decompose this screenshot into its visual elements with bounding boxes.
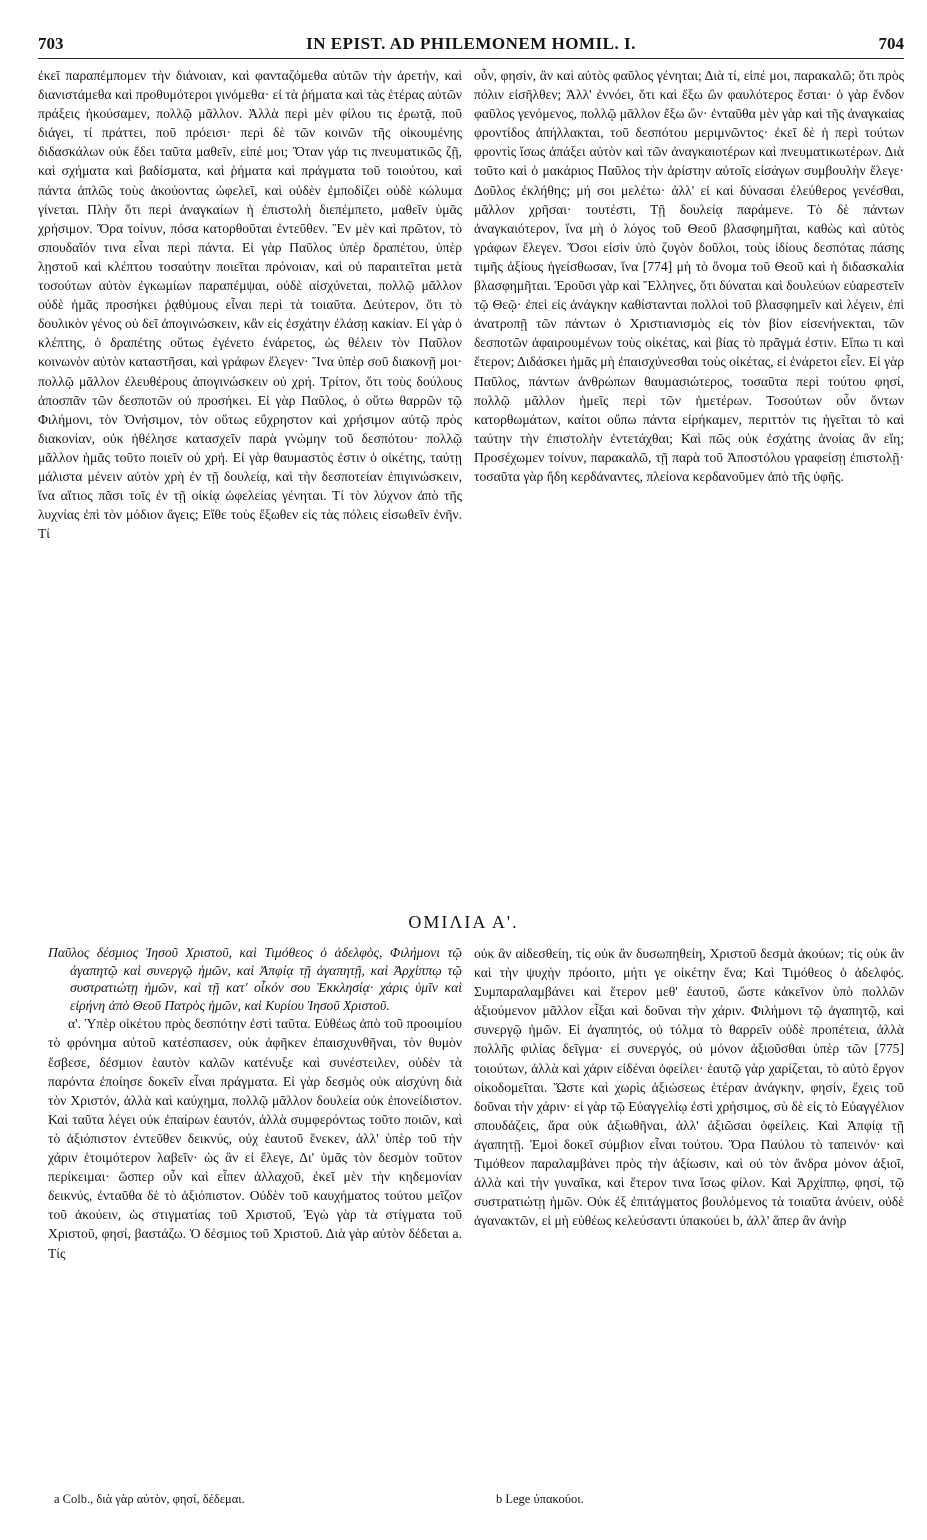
running-title: IN EPIST. AD PHILEMONEM HOMIL. I. bbox=[306, 34, 636, 53]
page-number-left: 703 bbox=[38, 34, 64, 53]
footnote-b: b Lege ὑπακούοι. bbox=[496, 1492, 584, 1506]
page-number-right: 704 bbox=[878, 34, 904, 53]
running-header bbox=[38, 34, 904, 59]
text-column-bottom-right bbox=[474, 944, 904, 1484]
homily-heading: ΟΜΙΛΙΑ Α'. bbox=[408, 912, 519, 932]
text-column-top-left bbox=[38, 66, 462, 846]
text-column-bottom-left bbox=[48, 944, 462, 1464]
paragraph: ἐκεῖ παραπέμπομεν τὴν διάνοιαν, καὶ φανταζόμεθα αὐτῶν τὴν ἀρετήν, καὶ διανιστάμεθα καὶ προθυμότεροι γινόμεθα· εἰ τὰ ῥήματα καὶ τὰς ἑτέρας αὐτῶν πράξεις ἠκούσαμεν, πολλῷ μᾶλλον. Ἀλλὰ περὶ μὲν φίλου τις ἐρωτᾷ, ποῦ διάγει, τί πράττει, ποῦ πρόεισι· περὶ δὲ τῶν κοινῶν τῆς οἰκουμένης διδασκάλων οὐκ ἔδει ταῦτα μαθεῖν, εἰπέ μοι; Ὅταν γάρ τις πνευματικῶς ζῇ, καὶ σχήματα καὶ βαδίσματα, καὶ ῥήματα καὶ πράγματα τοῦ τοιούτου, καὶ πάντα ἁπλῶς τοὺς ἀκούοντας ὠφελεῖ, καὶ οὐδὲν ἐμποδίζει οὐδὲ κώλυμα γίνεται. Πλὴν ὅτι περὶ ἀναγκαίων ἡ ἐπιστολὴ διεπέμπετο, μαθεῖν ὑμᾶς χρήσιμον. Ὅρα τοίνυν, πόσα κατορθοῦται ἐντεῦθεν. Ἓν μὲν καὶ πρῶτον, τὸ σπουδαῖόν τινα εἶναι περὶ πάντα. Εἰ γὰρ Παῦλος ὑπὲρ δραπέτου, ὑπὲρ λῃστοῦ καὶ κλέπτου τοσαύτην ποιεῖται πρόνοιαν, καὶ οὐ παραιτεῖται μετὰ τοσούτων αὐτὸν ἐγκωμίων παραπέμψαι, οὐδὲ αἰσχύνεται, πολλῷ μᾶλλον οὐδὲ ἡμᾶς προσήκει ῥᾳθύμους εἶναι περὶ τὰ τοιαῦτα. Δεύτερον, ὅτι τὸ δουλικὸν γένος οὐ δεῖ ἀπογινώσκειν, κἂν εἰς ἐσχάτην ἐλάσῃ κακίαν. Εἰ γὰρ ὁ κλέπτης, ὁ δραπέτης οὕτως ἐγένετο ἐνάρετος, ὡς θέλειν τὸν Παῦλον κοινωνὸν αὐτὸν καταστῆσαι, καὶ γράφων ἔλεγεν· Ἵνα ὑπὲρ σοῦ διακονῇ μοι· πολλῷ μᾶλλον ἐλευθέρους ἀπογινώσκειν οὐ χρή. Τρίτον, ὅτι τοὺς δούλους ἀποσπᾶν τῶν δεσποτῶν οὐ προσήκει. Εἰ γὰρ Παῦλος, ὁ οὕτω θαρρῶν τῷ Φιλήμονι, τὸν Ὀνήσιμον, τὸν οὕτως εὔχρηστον καὶ χρήσιμον αὐτῷ πρὸς διακονίαν, οὐκ ἠθέλησε κατασχεῖν παρὰ γνώμην τοῦ δεσπότου· πολλῷ μᾶλλον ἡμᾶς τοῦτο ποιεῖν οὐ χρή. Εἰ γὰρ θαυμαστὸς ἐστιν ὁ οἰκέτης, ταύτῃ μάλιστα μένειν αὐτὸν χρὴ ἐν τῇ δουλείᾳ, καὶ τὴν δεσποτείαν ἐπιγινώσκειν, ἵνα αἴτιος πᾶσι τοῖς ἐν τῇ οἰκίᾳ ὠφελείας γένηται. Τί τὸν λύχνον ἀπὸ τῆς λυχνίας ἐπὶ τὸν μόδιον ἄγεις; Εἴθε τοὺς ἔξωθεν εἰς τὰς πόλεις εἰσωθεῖν ἐνῆν. Τί bbox=[38, 68, 462, 542]
paragraph: οὐκ ἂν αἰδεσθείη, τίς οὐκ ἂν δυσωπηθείη, Χριστοῦ δεσμὰ ἀκούων; τίς οὐκ ἂν καὶ τὴν ψυχὴν πρόοιτο, μήτι γε οἰκέτην ἕνα; Καὶ Τιμόθεος ὁ ἀδελφός. Συμπαραλαμβάνει καὶ ἕτερον μεθ' ἑαυτοῦ, ὥστε κἀκεῖνον ὑπὸ πολλῶν ἀξιούμενον μᾶλλον εἶξαι καὶ δοῦναι τὴν χάριν. Φιλήμονι τῷ ἀγαπητῷ, καὶ συνεργῷ ἡμῶν. Εἰ ἀγαπητός, οὐ τόλμα τὸ θαρρεῖν οὐδὲ προπέτεια, ἀλλὰ πολλῆς φιλίας δεῖγμα· εἰ συνεργός, οὐ μόνον ἀξιοῦσθαι ὑπὲρ τῶν [775] τοιούτων, ἀλλὰ καὶ χάριν εἰδέναι ὀφείλει· ἑαυτῷ γὰρ χαρίζεται, τὸ αὐτὸ ἔργον οἰκοδομεῖται. Ὥστε καὶ χωρὶς ἀξιώσεως ἑτέραν ἀνάγκην, φησίν, ἔχεις τοῦ δοῦναι τὴν χάριν· εἰ γὰρ τῷ Εὐαγγελίῳ ἐστὶ χρήσιμος, σὺ δὲ εἰς τὸ Εὐαγγέλιον σπουδάζεις, ἄρα οὐκ ἀξιωθῆναι, ἀλλ' ἀξιῶσαι ὀφείλεις. Καὶ Ἀπφίᾳ τῇ ἀγαπητῇ. Ἐμοὶ δοκεῖ σύμβιον εἶναι τούτου. Ὅρα Παύλου τὸ ταπεινόν· καὶ Τιμόθεον παραλαμβάνει πρὸς τὴν ἀξίωσιν, καὶ οὐ τὸν ἄνδρα μόνον ἀξιοῖ, ἀλλὰ καὶ τὴν γυναῖκα, καὶ ἕτερον τινα ἴσως φίλον. Καὶ Ἀρχίππῳ, φησί, τῷ συστρατιώτῃ ἡμῶν. Οὐκ ἐξ ἐπιτάγματος βουλόμενος τὰ τοιαῦτα ἀνύειν, οὐδὲ ἀγανακτῶν, εἰ μὴ εὐθέως κελεύσαντι ὑπακούει b, ἀλλ' ἅπερ ἂν ἀνὴρ bbox=[474, 946, 904, 1229]
scripture-lemma: Παῦλος δέσμιος Ἰησοῦ Χριστοῦ, καὶ Τιμόθεος ὁ ἀδελφὸς, Φιλήμονι τῷ ἀγαπητῷ καὶ συνεργῷ ἡμῶν, καὶ Ἀπφίᾳ τῇ ἀγαπητῇ, καὶ Ἀρχίππῳ τῷ συστρατιώτῃ ἡμῶν, καὶ τῇ κατ' οἶκόν σου Ἐκκλησίᾳ· χάρις ὑμῖν καὶ εἰρήνη ἀπὸ Θεοῦ Πατρὸς ἡμῶν, καὶ Κυρίου Ἰησοῦ Χριστοῦ. bbox=[48, 945, 462, 1013]
paragraph: οὖν, φησίν, ἂν καὶ αὐτὸς φαῦλος γένηται; Διὰ τί, εἰπέ μοι, παρακαλῶ; ὅτι πρὸς πόλιν εἰσῆλθεν; Ἀλλ' ἐννόει, ὅτι καὶ ἔξω ὢν φαυλότερος ἔσται· ὁ γὰρ ἔνδον φαῦλος γενόμενος, πολλῷ μᾶλλον ἔξω ὤν· ἐνταῦθα μὲν γὰρ καὶ τῆς ἀναγκαίας φροντίδος ἀπήλλακται, τοῦ δεσπότου μεριμνῶντος· ἐκεῖ δὲ ἡ περὶ τούτων φροντὶς ἴσως ἀπάξει αὐτὸν καὶ τῶν ἀναγκαιοτέρων καὶ πνευματικωτέρων. Διὰ τοῦτο καὶ ὁ μακάριος Παῦλος τὴν ἀρίστην αὐτοῖς εἰσάγων συμβουλὴν ἔλεγε· Δοῦλος ἐκλήθης; μή σοι μελέτω· ἀλλ' εἰ καὶ δύνασαι ἐλεύθερος γενέσθαι, μᾶλλον χρῆσαι· τουτέστι, Τῇ δουλείᾳ παράμενε. Τὸ δὲ πάντων ἀναγκαιότερον, ἵνα μὴ ὁ λόγος τοῦ Θεοῦ βλασφημῆται, καθὼς καὶ αὐτὸς γράφων ἔλεγεν. Ὅσοι εἰσὶν ὑπὸ ζυγὸν δοῦλοι, τοὺς ἰδίους δεσπότας πάσης τιμῆς ἀξίους ἡγείσθωσαν, ἵνα [774] μὴ τὸ ὄνομα τοῦ Θεοῦ καὶ ἡ διδασκαλία βλασφημῆται. Ἐροῦσι γὰρ καὶ Ἕλληνες, ὅτι δύναται καὶ δουλεύων εὐαρεστεῖν τῷ Θεῷ· ἐπεὶ εἰς ἀνάγκην καθίστανται πολλοὶ τοῦ βλασφημεῖν καὶ λέγειν, ἐπὶ ἀνατροπῇ τῶν πάντων ὁ Χριστιανισμὸς εἰς τὸν βίον εἰσενήνεκται, τῶν δεσποτῶν ἀφαιρουμένων τοὺς οἰκέτας, καὶ βίας τὸ πρᾶγμά ἐστιν. Εἴπω τι καὶ ἕτερον; Διδάσκει ἡμᾶς μὴ ἐπαισχύνεσθαι τοὺς οἰκέτας, εἰ ἐνάρετοι εἶεν. Εἰ γὰρ Παῦλος, πάντων ἀνθρώπων θαυμασιώτερος, τοσαῦτα περὶ τούτου φησί, πολλῷ μᾶλλον ἡμεῖς περὶ τῶν ἡμετέρων. Τοσούτων οὖν ὄντων κατορθωμάτων, καίτοι οὔπω πάντα εἰρήκαμεν, περιττὸν τις ἡγεῖται τὸ καὶ ταύτην τὴν ἐπιστολὴν ἐντετάχθαι; Καὶ πῶς οὐκ ἐσχάτης ἀνοίας ἂν εἴη; Προσέχωμεν τοίνυν, παρακαλῶ, τῇ παρὰ τοῦ Ἀποστόλου γραφείσῃ ἐπιστολῇ· τοσαῦτα γὰρ ἤδη κερδάναντες, πλείονα κερδανοῦμεν ἀπὸ τῆς ὑφῆς. bbox=[474, 68, 904, 484]
text-column-top-right bbox=[474, 66, 904, 826]
paragraph: α'. Ὑπὲρ οἰκέτου πρὸς δεσπότην ἐστὶ ταῦτα. Εὐθέως ἀπὸ τοῦ προοιμίου τὸ φρόνημα αὐτοῦ κατέσπασεν, οὐκ ἀφῆκεν ἐπαισχυνθῆναι, τὸν θυμὸν ἔσβεσε, δέσμιον ἑαυτὸν καλῶν κατένυξε καὶ συνέστειλεν, οὐδὲν τὰ παρόντα ἐποίησε δοκεῖν εἶναι πράγματα. Εἰ γὰρ δεσμὸς οὐκ αἰσχύνη διὰ τὸν Χριστόν, ἀλλὰ καὶ καύχημα, πολλῷ μᾶλλον δουλεία οὐκ ἐπονείδιστον. Καὶ ταῦτα λέγει οὐκ ἐπαίρων ἑαυτόν, ἀλλὰ συμφερόντως τοῦτο ποιῶν, καὶ τὸ ἀξιόπιστον ἐντεῦθεν δεικνύς, οὐχ ἑαυτοῦ ἕνεκεν, ἀλλ' ὑπὲρ τοῦ τὴν χάριν ἑτοιμότερον λαβεῖν· ὡς ἂν εἰ ἔλεγε, Δι' ὑμᾶς τὸν δεσμὸν τοῦτον περίκειμαι· ὥσπερ οὖν καὶ εἶπεν ἀλλαχοῦ, ἐκεῖ μὲν τὴν κηδεμονίαν δεικνύς, ἐνταῦθα δὲ τὸ ἀξιόπιστον. Οὐδὲν τοῦ καυχήματος τούτου μεῖζον τοῦ ἀκούειν, ὡς στιγματίας τοῦ Χριστοῦ, Ἐγὼ γὰρ τὰ στίγματα τοῦ Χριστοῦ, φησί, βαστάζω. Ὁ δέσμιος τοῦ Χριστοῦ. Διὰ γὰρ αὐτὸν δέδεται a. Τίς bbox=[48, 1016, 462, 1261]
footnote-a: a Colb., διὰ γὰρ αὐτὸν, φησί, δέδεμαι. bbox=[54, 1492, 245, 1506]
